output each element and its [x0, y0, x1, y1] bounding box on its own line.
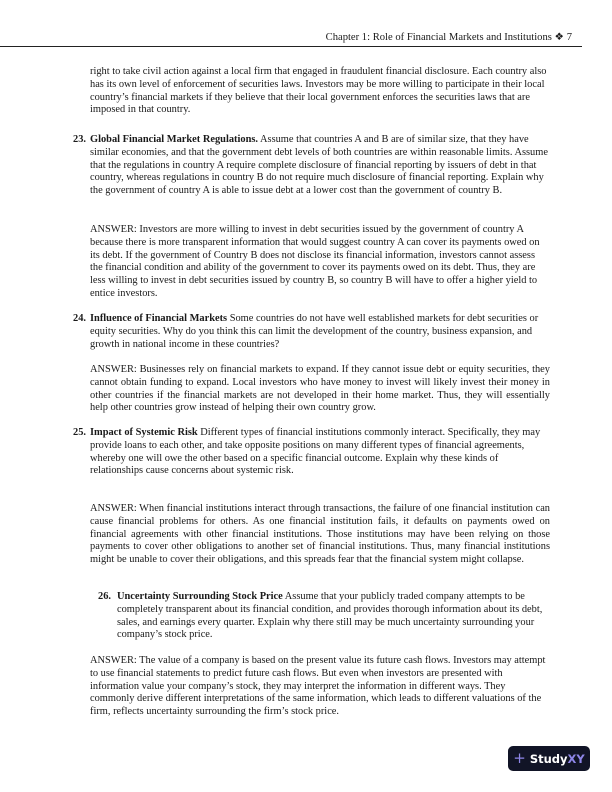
question-24-number: 24.	[73, 313, 86, 324]
question-26-text: Assume that your publicly traded company attempts to be completely transparent about its financial condition, and provides thorough information about its debt, sales, and earnings every quarter. Explain why there still may be much uncertainty surrounding your company’s stock price.	[117, 591, 543, 641]
question-23-number: 23.	[73, 134, 86, 145]
brand-prefix: Study	[529, 751, 568, 766]
question-23	[90, 134, 550, 198]
answer-26: ANSWER: The value of a company is based on the present value its future cash flows. Investors may attempt to use financial statements to predict future cash flows. But even when investors are presented with information value your company’s stock, they may interpret the information in different ways. They commonly derive different interpretations of the same information, which leads to different valuations of the firm, reflects uncertainty surrounding the firm’s stock price.	[90, 655, 546, 718]
question-23-title: Global Financial Market Regulations.	[90, 134, 258, 145]
studyxy-watermark[interactable]	[508, 746, 590, 771]
continuation-paragraph: right to take civil action against a local firm that engaged in fraudulent financial disclosure. Each country also has its own level of enforcement of securities laws. Investors may be more willing to participate in their local country’s financial markets if they believe that their local government enforces the securities laws that are imposed in that country.	[90, 66, 547, 116]
header-text	[326, 31, 572, 43]
question-24	[90, 313, 550, 351]
answer-24: ANSWER: Businesses rely on financial markets to expand. If they cannot issue debt or equity securities, they cannot obtain funding to expand. Local investors who have money to invest will likely invest their money in other countries if the financial markets are not developed in their home market. Thus, they will essentially help other countries grow instead of helping their own country grow.	[90, 364, 550, 414]
question-25-number: 25.	[73, 427, 86, 438]
running-header	[0, 28, 582, 47]
question-24-text: Some countries do not have well established markets for debt securities or equity securities. Why do you think this can limit the development of the country, business expansion, and growth in national income in these countries?	[90, 313, 539, 350]
question-26-title: Uncertainty Surrounding Stock Price	[117, 591, 283, 602]
brand-suffix: XY	[567, 751, 585, 766]
answer-25: ANSWER: When financial institutions interact through transactions, the failure of one financial institution can cause financial problems for others. As one financial institution fails, it defaults on payments owed on financial agreements with other financial institutions. Those institutions may have been relying on those payments to cover other obligations to another set of financial institutions. Thus, many financial institutions might be unable to cover their obligations, and this spreads fear that the financial system might collapse.	[90, 503, 550, 566]
separator-icon: ❖	[554, 32, 565, 43]
brand-name	[530, 752, 585, 766]
answer-23: ANSWER: Investors are more willing to invest in debt securities issued by the government of country A because there is more transparent information that would suggest country A can cover its payments owed on its debt. If the government of Country B does not disclose its financial information, investors cannot assess the financial condition and ability of the government to cover its payments owed on its debt. Thus, they are less willing to invest in debt securities issued by country B, so country B will have to offer a higher yield to entice investors.	[90, 224, 540, 299]
question-23-text: Assume that countries A and B are of similar size, that they have similar economies, and that the government debt levels of both countries are within reasonable limits. Assume that the regulations in country A require complete disclosure of financial reporting by issuers of debt in that country, whereas regulations in country B do not require much disclosure of financial reporting. Explain why the government of country A is able to issue debt at a lower cost than the government of country B.	[90, 134, 548, 197]
running-title: Chapter 1: Role of Financial Markets and Institutions	[325, 32, 552, 43]
question-26	[117, 591, 545, 642]
question-25	[90, 427, 550, 478]
plus-icon: +	[513, 749, 526, 767]
question-26-number: 26.	[98, 591, 111, 602]
question-24-title: Influence of Financial Markets	[90, 313, 228, 324]
question-25-text: Different types of financial institutions commonly interact. Specifically, they may provide loans to each other, and take opposite positions on many different types of financial agreements, whereby one will owe the other based on a specific financial outcome. Explain why these kinds of relationships cause concerns about systemic risk.	[90, 427, 541, 477]
question-25-title: Impact of Systemic Risk	[90, 427, 198, 438]
page-number: 7	[566, 32, 572, 43]
